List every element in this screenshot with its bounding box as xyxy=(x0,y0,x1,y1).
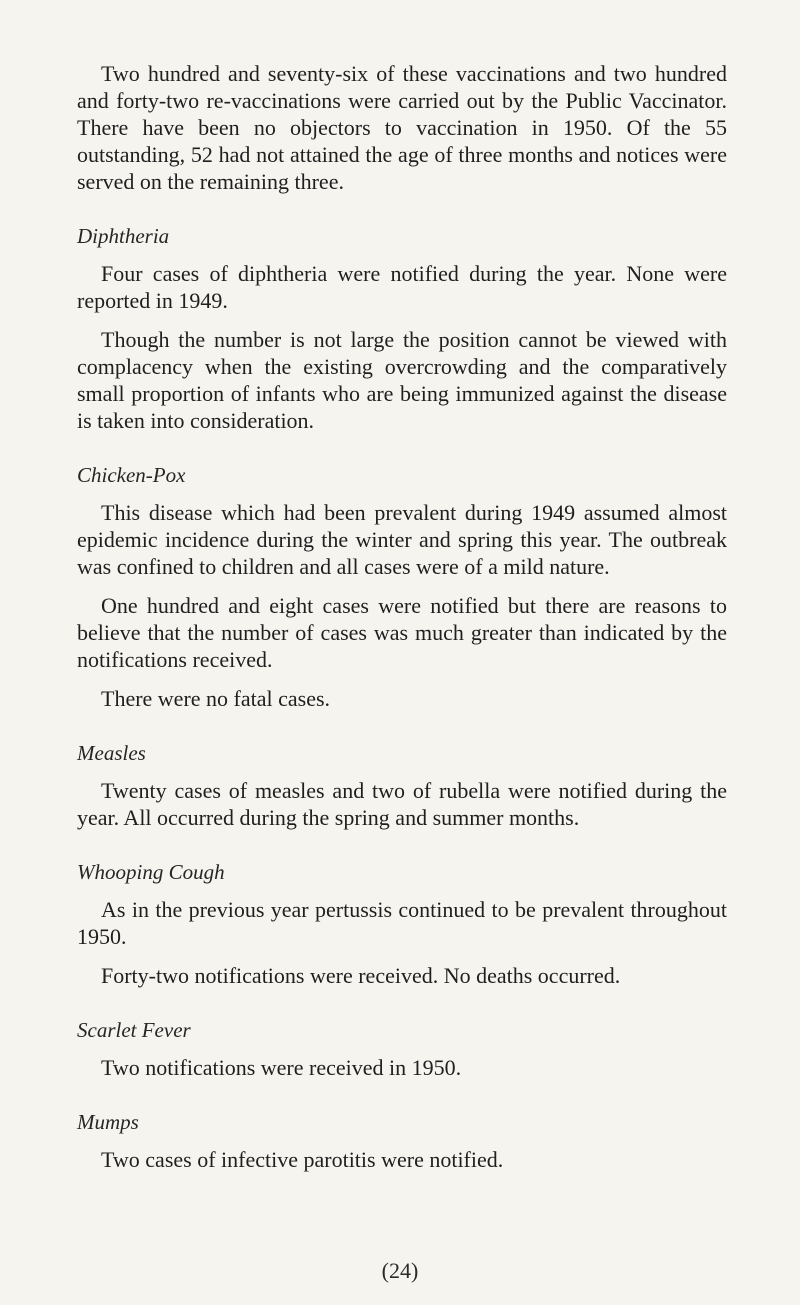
section-diphtheria xyxy=(77,223,727,434)
section-heading-diphtheria: Diphtheria xyxy=(77,224,170,248)
section-heading-whooping-cough: Whooping Cough xyxy=(77,860,225,884)
diphtheria-paragraph-1: Four cases of diphtheria were notified during the year. None were reported in 1949. xyxy=(77,261,727,313)
diphtheria-paragraph-2: Though the number is not large the position cannot be viewed with complacency when the existing overcrowding and the comparatively small proportion of infants who are being immunized against the disease is taken into consideration. xyxy=(77,327,727,433)
section-heading-chicken-pox: Chicken-Pox xyxy=(77,463,186,487)
whooping-cough-paragraph-2: Forty-two notifications were received. No deaths occurred. xyxy=(101,963,621,988)
chicken-pox-paragraph-3: There were no fatal cases. xyxy=(101,686,331,711)
section-mumps xyxy=(77,1109,727,1173)
page-number: (24) xyxy=(381,1258,419,1283)
section-heading-mumps: Mumps xyxy=(77,1110,139,1134)
section-measles xyxy=(77,740,727,831)
section-scarlet-fever xyxy=(77,1017,727,1081)
section-heading-scarlet-fever: Scarlet Fever xyxy=(77,1018,191,1042)
chicken-pox-paragraph-1: This disease which had been prevalent during 1949 assumed almost epidemic incidence during the winter and spring this year. The outbreak was confined to children and all cases were of a mild nature. xyxy=(77,500,727,579)
section-heading-measles: Measles xyxy=(77,741,146,765)
mumps-paragraph-1: Two cases of infective parotitis were notified. xyxy=(101,1147,504,1172)
whooping-cough-paragraph-1: As in the previous year pertussis continued to be prevalent throughout 1950. xyxy=(77,897,727,949)
measles-paragraph-1: Twenty cases of measles and two of rubella were notified during the year. All occurred during the spring and summer months. xyxy=(77,778,727,830)
opening-paragraph: Two hundred and seventy-six of these vaccinations and two hundred and forty-two re-vaccinations were carried out by the Public Vaccinator. There have been no objectors to vaccination in 1950. Of the 55 outstanding, 52 had not attained the age of three months and notices were served on the remaining three. xyxy=(77,61,727,194)
section-whooping-cough xyxy=(77,859,727,989)
document-body xyxy=(77,60,727,1185)
chicken-pox-paragraph-2: One hundred and eight cases were notified but there are reasons to believe that the number of cases was much greater than indicated by the notifications received. xyxy=(77,593,727,672)
section-chicken-pox xyxy=(77,462,727,712)
scarlet-fever-paragraph-1: Two notifications were received in 1950. xyxy=(101,1055,462,1080)
